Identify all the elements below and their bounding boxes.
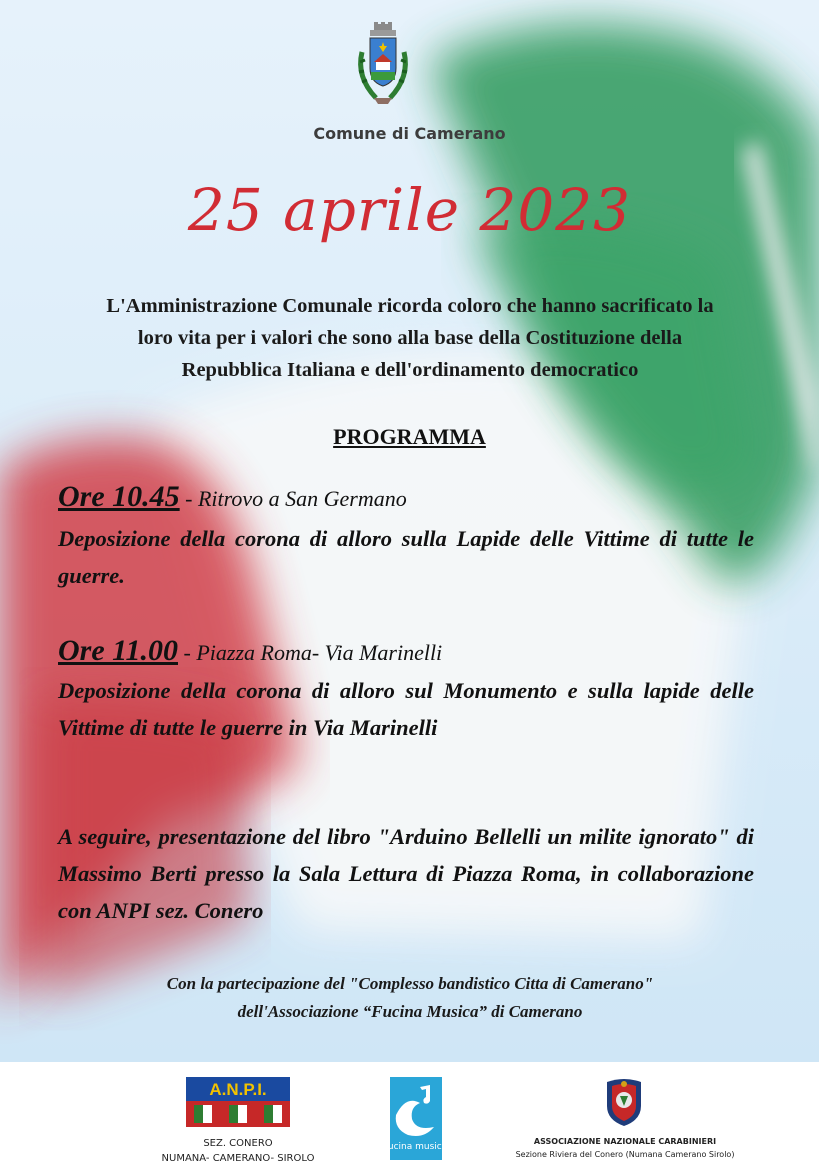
event-header (58, 480, 407, 514)
participation-text (40, 970, 780, 1026)
intro-line: L'Amministrazione Comunale ricorda coloro che hanno sacrificato la (106, 295, 714, 317)
carabinieri-crest (603, 1076, 645, 1128)
event-date-title: 25 aprile 2023 (187, 176, 632, 244)
event-description: Deposizione della corona di alloro sul Monumento e sulla lapide delle Vittime di tutte le guerre in Via Marinelli (58, 678, 754, 740)
intro-line: Repubblica Italiana e dell'ordinamento democratico (181, 359, 639, 381)
anpi-towns: NUMANA- CAMERANO- SIROLO (161, 1153, 315, 1164)
event-description: Deposizione della corona di alloro sulla Lapide delle Vittime di tutte le guerre. (58, 526, 754, 588)
intro-line: loro vita per i valori che sono alla base della Costituzione della (137, 327, 683, 349)
book-presentation-text: A seguire, presentazione del libro "Arduino Bellelli un milite ignorato" di Massimo Berti presso la Sala Lettura di Piazza Roma, in collaborazione con ANPI sez. Conero (58, 824, 754, 923)
participation-line: dell'Associazione “Fucina Musica” di Camerano (237, 1002, 583, 1021)
anpi-logo-text: A.N.P.I. (209, 1080, 267, 1099)
event-header (58, 634, 442, 668)
intro-text (40, 290, 780, 386)
program-heading: PROGRAMMA (333, 424, 486, 449)
anpi-logo (186, 1077, 290, 1127)
municipality-name: Comune di Camerano (313, 124, 506, 143)
anpi-section: SEZ. CONERO (203, 1138, 273, 1149)
event-location: - Piazza Roma- Via Marinelli (178, 640, 443, 665)
fucina-musica-logo (384, 1077, 448, 1160)
event-location: - Ritrovo a San Germano (179, 486, 407, 511)
carabinieri-section: Sezione Riviera del Conero (Numana Camerano Sirolo) (515, 1150, 735, 1159)
fucina-logo-text: fucina musica (384, 1142, 448, 1152)
event-time: Ore 10.45 (58, 480, 180, 513)
municipality-crest (354, 22, 412, 112)
carabinieri-association: ASSOCIAZIONE NAZIONALE CARABINIERI (533, 1137, 717, 1146)
event-time: Ore 11.00 (58, 634, 178, 667)
participation-line: Con la partecipazione del "Complesso bandistico Citta di Camerano" (166, 974, 654, 993)
